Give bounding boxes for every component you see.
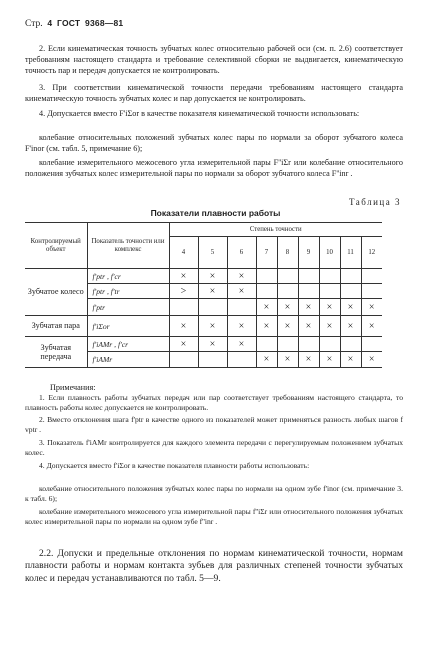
note-1: 1. Если плавность работы зубчатых передач или пар соответствует требованиям настоящего стандарта, то плавность работы колес допускается не контролировать. (25, 393, 403, 413)
standard-number: 9368—81 (85, 18, 124, 28)
mark-cell: × (277, 352, 298, 368)
note-4: 4. Допускается вместо f'iΣor в качестве показателя плавности работы использовать: (39, 461, 310, 470)
accuracy-table (25, 222, 382, 368)
degree-6: 6 (227, 237, 256, 269)
degree-8: 8 (277, 237, 298, 269)
paragraph-4a: колебание относительных положений зубчатых колес пары по нормали за оборот зубчатого колеса F'inor (см. табл. 5, примечание 6); (25, 133, 403, 154)
mark-cell (298, 337, 319, 352)
mark-cell (277, 269, 298, 284)
mark-cell: × (277, 316, 298, 337)
mark-cell (277, 284, 298, 299)
object-cell: Зубчатая передача (25, 337, 87, 368)
table-row (25, 337, 382, 352)
standard-label: ГОСТ (57, 18, 81, 28)
mark-cell: × (298, 352, 319, 368)
table-row (25, 316, 382, 337)
table-row (25, 269, 382, 284)
mark-cell: × (227, 337, 256, 352)
note-4b: колебание измерительного межосевого угла измерительной пары f''iΣr или относительного положения зубчатых колес измерительной пары по нормали на одном зубе f''inr . (25, 507, 403, 527)
mark-cell: × (298, 316, 319, 337)
table-title: Показатели плавности работы (150, 208, 281, 218)
notes-heading: Примечания: (50, 383, 96, 392)
paragraph-3: 3. При соответствии кинематической точности передачи требованиям настоящего стандарта кинематическую точность зубчатых колес и пар допускается не контролировать. (25, 83, 403, 104)
mark-cell (319, 269, 340, 284)
mark-cell: × (198, 269, 227, 284)
mark-cell: × (340, 352, 361, 368)
mark-cell (198, 299, 227, 316)
header-degree: Степень точности (169, 223, 382, 237)
indicator-cell: f'ptr , f'tr (87, 284, 169, 299)
mark-cell: × (361, 352, 382, 368)
note-2: 2. Вместо отклонения шага f'ptr в качестве одного из показателей может применяться разность любых шагов f vptr . (25, 415, 403, 435)
mark-cell: × (256, 316, 277, 337)
mark-cell: × (227, 316, 256, 337)
paragraph-4: 4. Допускается вместо F'iΣor в качестве показателя кинематической точности использовать: (39, 109, 360, 118)
table-body (25, 269, 382, 368)
mark-cell (256, 284, 277, 299)
mark-cell: × (198, 337, 227, 352)
mark-cell (319, 337, 340, 352)
degree-5: 5 (198, 237, 227, 269)
degree-4: 4 (169, 237, 198, 269)
indicator-cell: f'ptr , f'cr (87, 269, 169, 284)
mark-cell: × (256, 299, 277, 316)
mark-cell: × (198, 316, 227, 337)
degree-10: 10 (319, 237, 340, 269)
mark-cell: × (361, 299, 382, 316)
mark-cell: × (298, 299, 319, 316)
note-4a: колебание относительного положения зубчатых колес пары по нормали на одном зубе f'inor (см. примечание 3. к табл. 6); (25, 484, 403, 504)
header-object: Контролируемый объект (25, 223, 87, 269)
mark-cell: > (169, 284, 198, 299)
degree-7: 7 (256, 237, 277, 269)
mark-cell: × (169, 337, 198, 352)
degree-9: 9 (298, 237, 319, 269)
indicator-cell: f'iΣor (87, 316, 169, 337)
table-caption: Таблица 3 (349, 197, 401, 207)
mark-cell (319, 284, 340, 299)
mark-cell: × (227, 284, 256, 299)
mark-cell (169, 352, 198, 368)
mark-cell (256, 269, 277, 284)
mark-cell (340, 337, 361, 352)
section-2-2: 2.2. Допуски и предельные отклонения по нормам кинематической точности, нормам плавности работы и нормам контакта зубьев для различных степеней точности зубчатых колес и передач устанавливаются по табл. 5—9. (25, 548, 403, 584)
degree-11: 11 (340, 237, 361, 269)
page-header (25, 18, 123, 29)
mark-cell (298, 284, 319, 299)
mark-cell (256, 337, 277, 352)
mark-cell: × (319, 352, 340, 368)
mark-cell: × (169, 269, 198, 284)
mark-cell: × (256, 352, 277, 368)
mark-cell (227, 352, 256, 368)
object-cell: Зубчатая пара (25, 316, 87, 337)
mark-cell (169, 299, 198, 316)
header-indicator: Показатель точности или комплекс (87, 223, 169, 269)
mark-cell: × (277, 299, 298, 316)
mark-cell (361, 269, 382, 284)
degree-12: 12 (361, 237, 382, 269)
mark-cell (198, 352, 227, 368)
indicator-cell: f'iAMr (87, 352, 169, 368)
mark-cell: × (340, 316, 361, 337)
mark-cell (227, 299, 256, 316)
object-cell: Зубчатое колесо (25, 269, 87, 316)
mark-cell: × (340, 299, 361, 316)
paragraph-2: 2. Если кинематическая точность зубчатых колес относительно рабочей оси (см. п. 2.6) соответствует требованиям настоящего стандарта и требование селективной сборки не выдвигается, кинематическую точность пар и передач допускается не контролировать. (25, 44, 403, 76)
mark-cell (298, 269, 319, 284)
mark-cell (361, 337, 382, 352)
indicator-cell: f'ptr (87, 299, 169, 316)
mark-cell (277, 337, 298, 352)
paragraph-4b: колебание измерительного межосевого угла измерительной пары F''iΣr или колебание относительного положения зубчатых колес измерительной пары по нормали за оборот зубчатого колеса F''inr . (25, 158, 403, 179)
mark-cell (361, 284, 382, 299)
page-label: Стр. (25, 19, 43, 29)
mark-cell (340, 284, 361, 299)
mark-cell (340, 269, 361, 284)
mark-cell: × (227, 269, 256, 284)
mark-cell: × (361, 316, 382, 337)
note-3: 3. Показатель f'iAMr контролируется для каждого элемента передачи с перегулируемым положением зубчатых колес. (25, 438, 403, 458)
mark-cell: × (198, 284, 227, 299)
mark-cell: × (169, 316, 198, 337)
mark-cell: × (319, 316, 340, 337)
page-number: 4 (47, 18, 53, 28)
indicator-cell: f'iAMr , f'cr (87, 337, 169, 352)
mark-cell: × (319, 299, 340, 316)
